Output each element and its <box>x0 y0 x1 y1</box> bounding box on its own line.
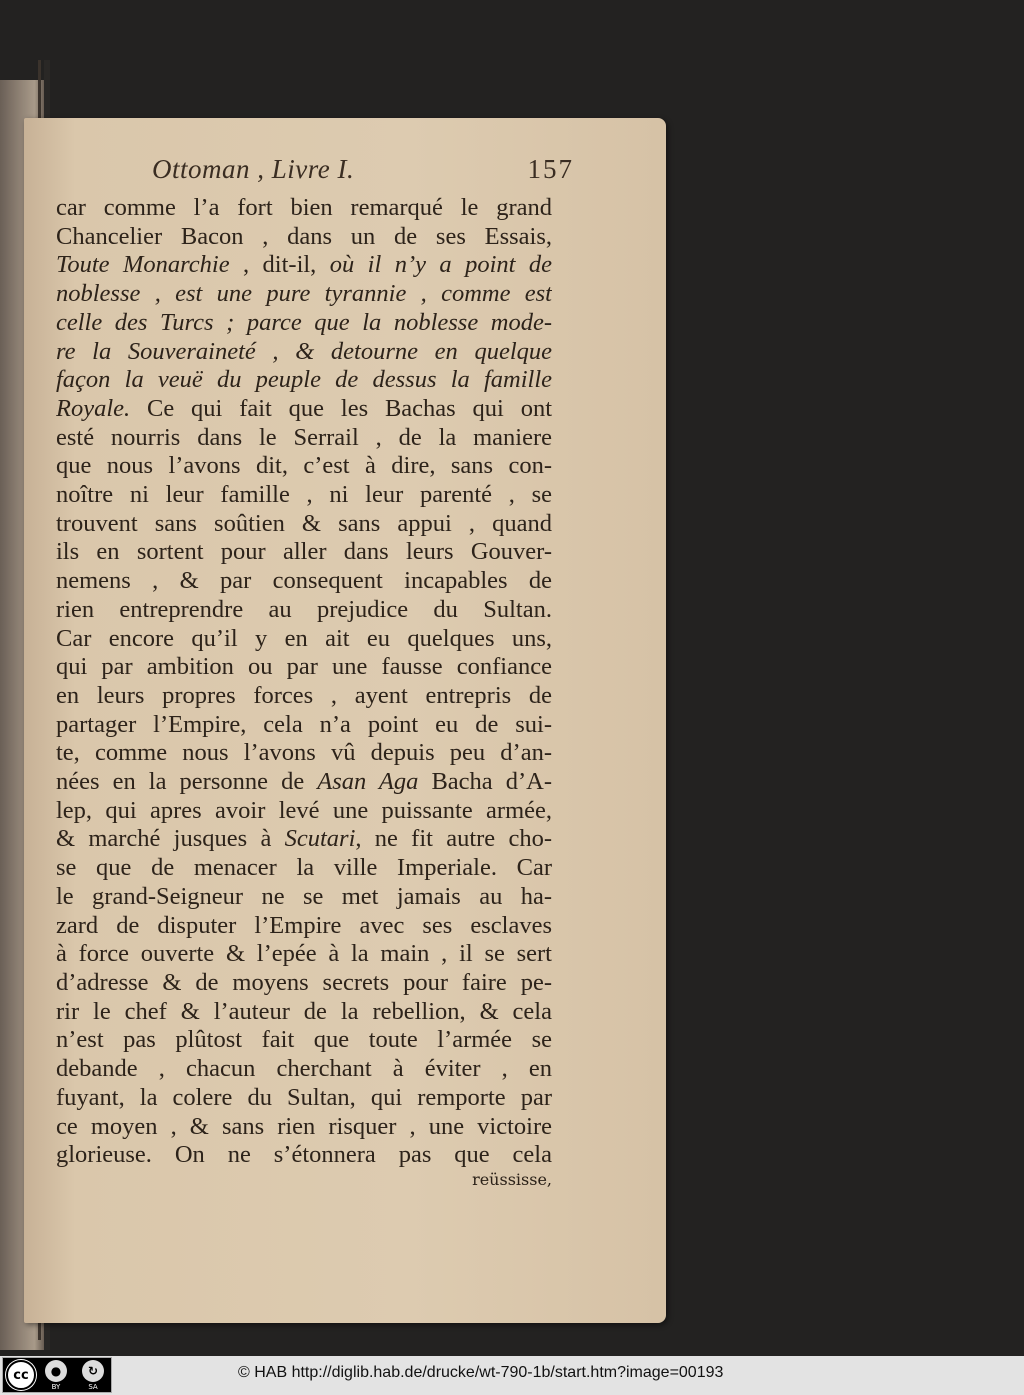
text-segment: debande , chacun cherchant à éviter , en <box>56 1055 552 1083</box>
text-line <box>56 711 552 740</box>
text-segment: à force ouverte & l’epée à la main , il se sert <box>56 940 552 968</box>
text-line <box>56 424 552 453</box>
italic-segment: Royale. <box>56 394 131 422</box>
italic-segment: Asan Aga <box>317 768 419 796</box>
text-line <box>56 768 552 797</box>
text-line <box>56 1026 552 1055</box>
text-line <box>56 625 552 654</box>
text-segment: partager l’Empire, cela n’a point eu de sui- <box>56 710 552 738</box>
text-segment: zard de disputer l’Empire avec ses esclaves <box>56 911 552 939</box>
text-segment: en leurs propres forces , ayent entrepris de <box>56 681 552 709</box>
text-line <box>56 1141 552 1170</box>
text-line <box>56 797 552 826</box>
share-alike-icon: ↻ <box>82 1360 104 1382</box>
text-line <box>56 969 552 998</box>
text-segment: n’est pas plûtost fait que toute l’armée se <box>56 1026 552 1054</box>
text-segment: noître ni leur famille , ni leur parenté , se <box>56 481 552 509</box>
text-segment: Bacha d’A- <box>418 768 552 796</box>
body-text <box>56 194 556 1170</box>
sa-label: SA <box>88 1383 98 1391</box>
text-line <box>56 653 552 682</box>
page-number: 157 <box>527 154 574 184</box>
text-segment: esté nourris dans le Serrail , de la maniere <box>56 423 552 451</box>
text-segment: qui par ambition ou par une fausse confiance <box>56 653 552 681</box>
text-line <box>56 1113 552 1142</box>
sa-icon-wrap <box>76 1358 110 1392</box>
italic-segment: façon la veuë du peuple de dessus la famille <box>56 366 552 394</box>
page-content <box>56 154 574 1189</box>
text-line <box>56 998 552 1027</box>
text-segment: le grand-Seigneur ne se met jamais au ha- <box>56 882 552 910</box>
text-segment: glorieuse. On ne s’étonnera pas que cela <box>56 1141 552 1169</box>
text-line <box>56 338 552 367</box>
text-line <box>56 452 552 481</box>
text-segment: & marché jusques à <box>56 825 285 853</box>
running-head <box>56 154 574 194</box>
italic-segment: Scutari <box>284 825 356 853</box>
text-line <box>56 1055 552 1084</box>
catchword <box>56 1170 552 1189</box>
book-page <box>24 118 666 1323</box>
text-segment: se que de menacer la ville Imperiale. Car <box>56 854 552 882</box>
text-line <box>56 912 552 941</box>
text-line <box>56 395 552 424</box>
text-segment: te, comme nous l’avons vû depuis peu d’an- <box>56 739 552 767</box>
cc-icon: cc <box>6 1360 36 1390</box>
text-segment: ce moyen , & sans rien risquer , une victoire <box>56 1112 552 1140</box>
catchword-text: reüssisse, <box>472 1169 552 1189</box>
text-line <box>56 251 552 280</box>
text-segment: que nous l’avons dit, c’est à dire, sans con- <box>56 452 552 480</box>
text-segment: rir le chef & l’auteur de la rebellion, & cela <box>56 997 552 1025</box>
text-line <box>56 309 552 338</box>
footer-bar <box>0 1356 1024 1395</box>
text-segment: lep, qui apres avoir levé une puissante armée, <box>56 796 552 824</box>
text-line <box>56 940 552 969</box>
italic-segment: Toute Monarchie <box>56 251 230 279</box>
italic-segment: où il n’y a point de <box>329 251 552 279</box>
text-segment: , dit-il, <box>229 251 330 279</box>
text-line <box>56 223 552 252</box>
cc-license-badge[interactable] <box>2 1357 112 1393</box>
text-segment: car comme l’a fort bien remarqué le grand <box>56 194 552 221</box>
text-line <box>56 538 552 567</box>
text-segment: , ne fit autre cho- <box>355 825 552 853</box>
running-title: Ottoman , Livre I. <box>152 154 355 184</box>
by-icon-wrap <box>39 1358 73 1392</box>
by-label: BY <box>51 1383 61 1391</box>
text-segment: nemens , & par consequent incapables de <box>56 567 552 595</box>
text-line <box>56 682 552 711</box>
text-segment: trouvent sans soûtien & sans appui , quand <box>56 509 552 537</box>
credit-link[interactable]: © HAB http://diglib.hab.de/drucke/wt-790-1b/start.htm?image=00193 <box>238 1364 724 1381</box>
text-line <box>56 280 552 309</box>
text-segment: nées en la personne de <box>56 768 318 796</box>
text-line <box>56 739 552 768</box>
text-segment: d’adresse & de moyens secrets pour faire pe- <box>56 968 552 996</box>
italic-segment: noblesse , est une pure tyrannie , comme est <box>56 280 552 308</box>
text-line <box>56 883 552 912</box>
text-segment: ils en sortent pour aller dans leurs Gouver- <box>56 538 552 566</box>
text-line <box>56 567 552 596</box>
text-line <box>56 596 552 625</box>
text-line <box>56 510 552 539</box>
text-line <box>56 194 552 223</box>
italic-segment: celle des Turcs ; parce que la noblesse mode- <box>56 308 552 336</box>
text-segment: Car encore qu’il y en ait eu quelques uns, <box>56 624 552 652</box>
italic-segment: re la Souveraineté , & detourne en quelque <box>56 337 552 365</box>
text-segment: Chancelier Bacon , dans un de ses Essais, <box>56 222 552 250</box>
text-segment: rien entreprendre au prejudice du Sultan. <box>56 595 552 623</box>
text-line <box>56 366 552 395</box>
text-line <box>56 825 552 854</box>
text-segment: Ce qui fait que les Bachas qui ont <box>130 394 552 422</box>
text-line <box>56 481 552 510</box>
attribution-icon: ● <box>45 1360 67 1382</box>
text-line <box>56 854 552 883</box>
text-line <box>56 1084 552 1113</box>
text-segment: fuyant, la colere du Sultan, qui remporte par <box>56 1083 552 1111</box>
